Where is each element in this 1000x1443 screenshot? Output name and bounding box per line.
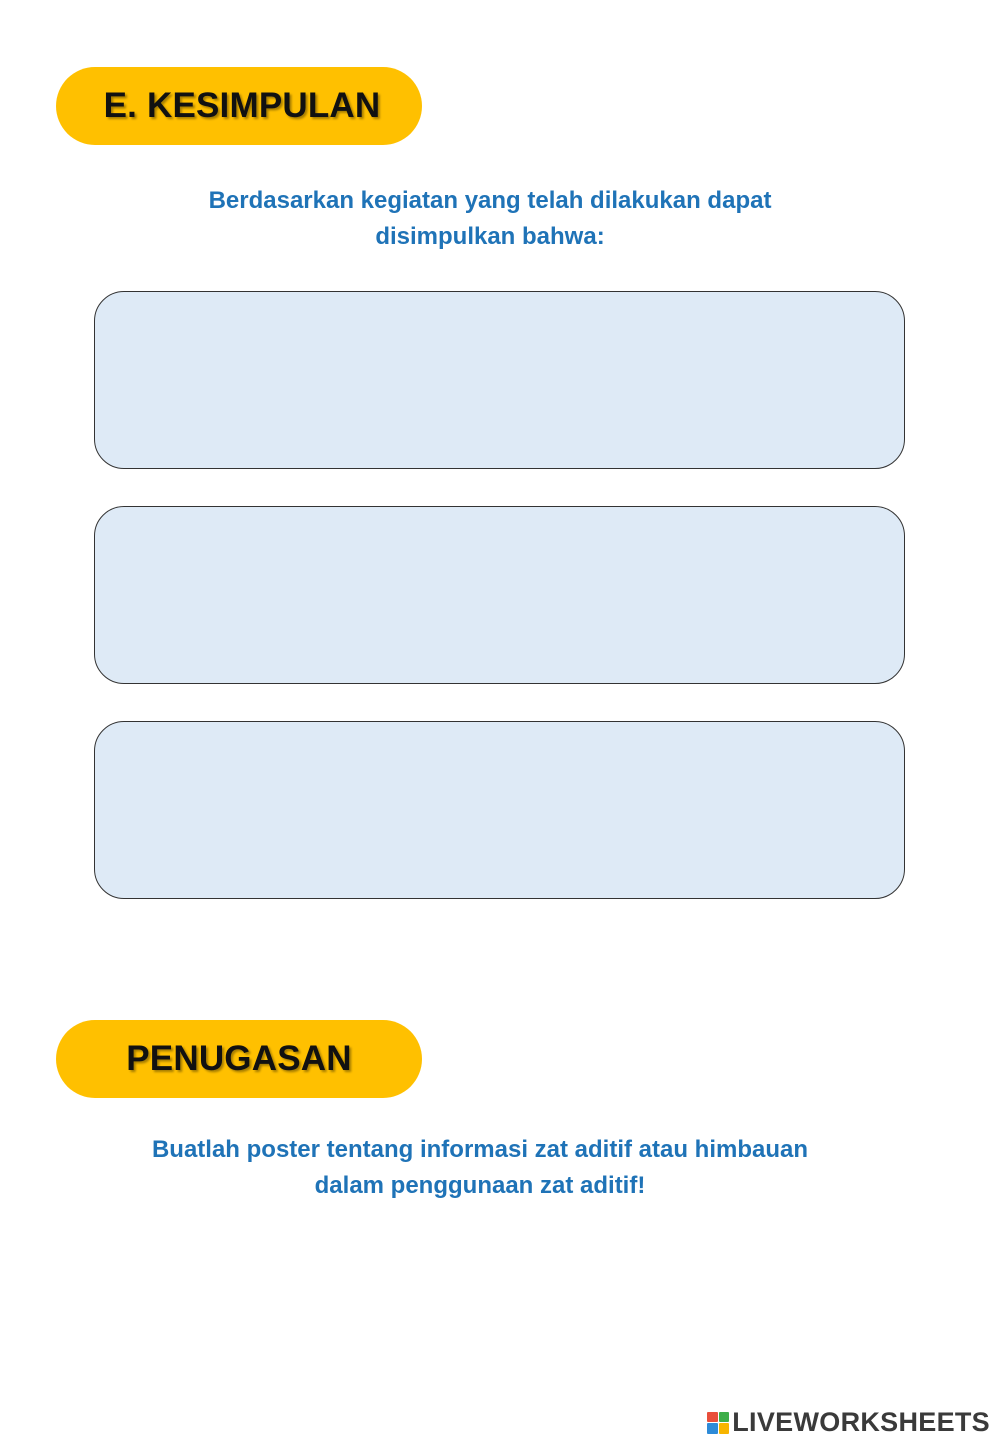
conclusion-instruction: Berdasarkan kegiatan yang telah dilakukan dapat disimpulkan bahwa: [208, 187, 772, 250]
section-header-kesimpulan [56, 67, 422, 145]
liveworksheets-logo-icon [707, 1412, 729, 1434]
answer-box-2[interactable] [94, 506, 905, 684]
logo-square [707, 1423, 718, 1434]
answer-box-3[interactable] [94, 721, 905, 899]
liveworksheets-brand [707, 1407, 990, 1438]
section-header-penugasan [56, 1020, 422, 1098]
section-title: PENUGASAN [126, 1039, 352, 1078]
logo-square [719, 1423, 730, 1434]
assignment-instruction: Buatlah poster tentang informasi zat aditif atau himbauan dalam penggunaan zat aditif! [151, 1136, 809, 1199]
logo-square [719, 1412, 730, 1423]
brand-name: LIVEWORKSHEETS [732, 1407, 990, 1437]
section-title: E. KESIMPULAN [103, 86, 381, 125]
logo-square [707, 1412, 718, 1423]
answer-box-1[interactable] [94, 291, 905, 469]
